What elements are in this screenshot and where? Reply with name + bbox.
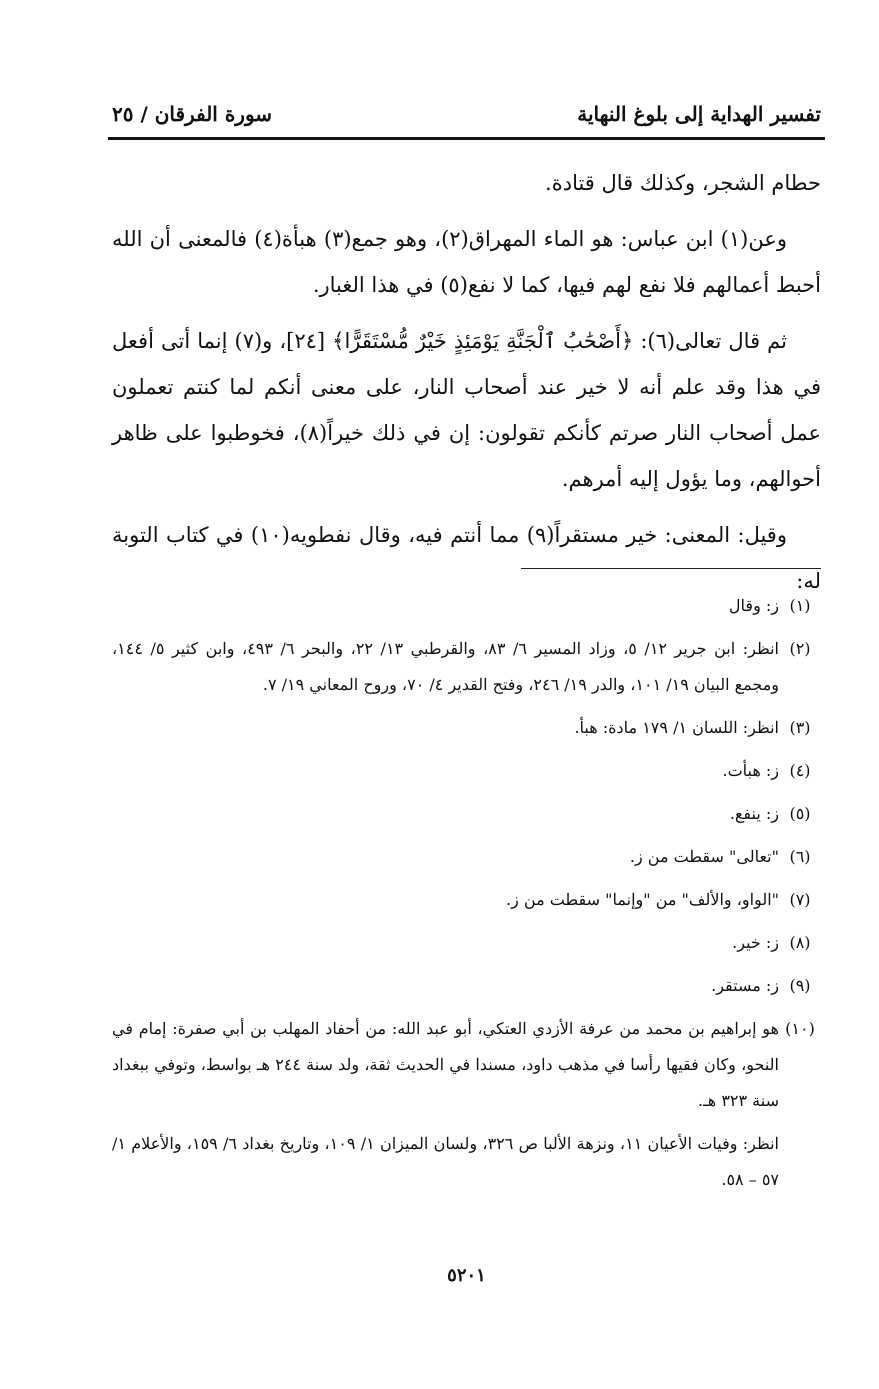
footnote-text: ز: مستقر.	[711, 976, 779, 995]
page-number: ٥٢٠١	[447, 1265, 486, 1286]
paragraph-2: وعن(١) ابن عباس: هو الماء المهراق(٢)، وهو جمع(٣) هبأة(٤) فالمعنى أن الله أحبط أعمالهم فلا نفع لهم فيها، كما لا نفع(٥) في هذا الغبار.	[112, 227, 821, 297]
footnote-text: "الواو، والألف" من "وإنما" سقطت من ز.	[505, 890, 779, 909]
footnote-10	[112, 1011, 821, 1119]
book-page	[112, 0, 821, 1389]
footnote-divider	[521, 568, 821, 569]
footnote-number: (٢)	[789, 639, 811, 658]
footnote-text: ز: ينفع.	[729, 804, 779, 823]
footnote-3	[112, 710, 821, 746]
footnote-6	[112, 839, 821, 875]
book-title: تفسير الهداية إلى بلوغ النهاية	[577, 102, 821, 126]
footnote-number: (٧)	[789, 890, 811, 909]
paragraph-4: وقيل: المعنى: خير مستقراً(٩) مما أنتم فيه، وقال نفطويه(١٠) في كتاب التوبة له:	[112, 523, 821, 593]
footnote-text: ز: وقال	[728, 596, 779, 615]
footnote-number: (١)	[789, 596, 811, 615]
footnote-9	[112, 968, 821, 1004]
footnote-4	[112, 753, 821, 789]
footnote-text: "تعالى" سقطت من ز.	[629, 847, 779, 866]
main-text	[112, 160, 821, 614]
footnote-7	[112, 882, 821, 918]
header-divider	[108, 137, 825, 140]
footnote-2	[112, 631, 821, 703]
footnote-number: (٣)	[789, 718, 811, 737]
footnote-1	[112, 588, 821, 624]
footnote-10-references: انظر: وفيات الأعيان ١١، ونزهة الألبا ص ٣٢٦، ولسان الميزان ١/ ١٠٩، وتاريخ بغداد ٦/ ١٥٩، والأعلام ١/ ٥٧ – ٥٨.	[112, 1134, 780, 1189]
footnote-5	[112, 796, 821, 832]
running-header	[112, 94, 821, 134]
paragraph-3: ثم قال تعالى(٦): ﴿أَصْحَٰبُ ٱلْجَنَّةِ يَوْمَئِذٍ خَيْرٌ مُّسْتَقَرًّا﴾ [٢٤]، و(٧) إنما أتى أفعل في هذا وقد علم أنه لا خير عند أصحاب النار، على معنى أنكم لما كنتم تعملون عمل أصحاب النار صرتم كأنكم تقولون: إن في ذلك خيراً(٨)، فخوطبوا على ظاهر أحوالهم، وما يؤول إليه أمرهم.	[112, 329, 821, 491]
footnote-text: انظر: اللسان ١/ ١٧٩ مادة: هبأ.	[574, 718, 779, 737]
footnote-number: (٩)	[789, 976, 811, 995]
footnote-number: (٦)	[789, 847, 811, 866]
surah-page-label: سورة الفرقان / ٢٥	[112, 102, 273, 126]
footnote-number: (٥)	[789, 804, 811, 823]
footnote-number: (٤)	[789, 761, 811, 780]
footnotes	[112, 588, 821, 1198]
footnote-text: هو إبراهيم بن محمد من عرفة الأزدي العتكي، أبو عبد الله: من أحفاد المهلب بن أبي صفرة: إمام في النحو، وكان فقيها رأسا في مذهب داود، مسندا في الحديث ثقة، ولد سنة ٢٤٤ هـ بواسط، وتوفي ببغداد سنة ٣٢٣ هـ.	[112, 1019, 780, 1110]
footnote-number: (٨)	[789, 933, 811, 952]
footnote-text: انظر: ابن جرير ١٢/ ٥، وزاد المسير ٦/ ٨٣، والقرطبي ١٣/ ٢٢، والبحر ٦/ ٤٩٣، وابن كثير ٥/ ١٤٤، ومجمع البيان ١٩/ ١٠١، والدر ١٩/ ٢٤٦، وفتح القدير ٤/ ٧٠، وروح المعاني ١٩/ ٧.	[112, 639, 779, 694]
footnote-text: ز: هبأت.	[722, 761, 779, 780]
footnote-8	[112, 925, 821, 961]
paragraph-1: حطام الشجر، وكذلك قال قتادة.	[545, 171, 821, 195]
footnote-number: (١٠)	[785, 1019, 815, 1038]
footnote-text: ز: خير.	[732, 933, 779, 952]
